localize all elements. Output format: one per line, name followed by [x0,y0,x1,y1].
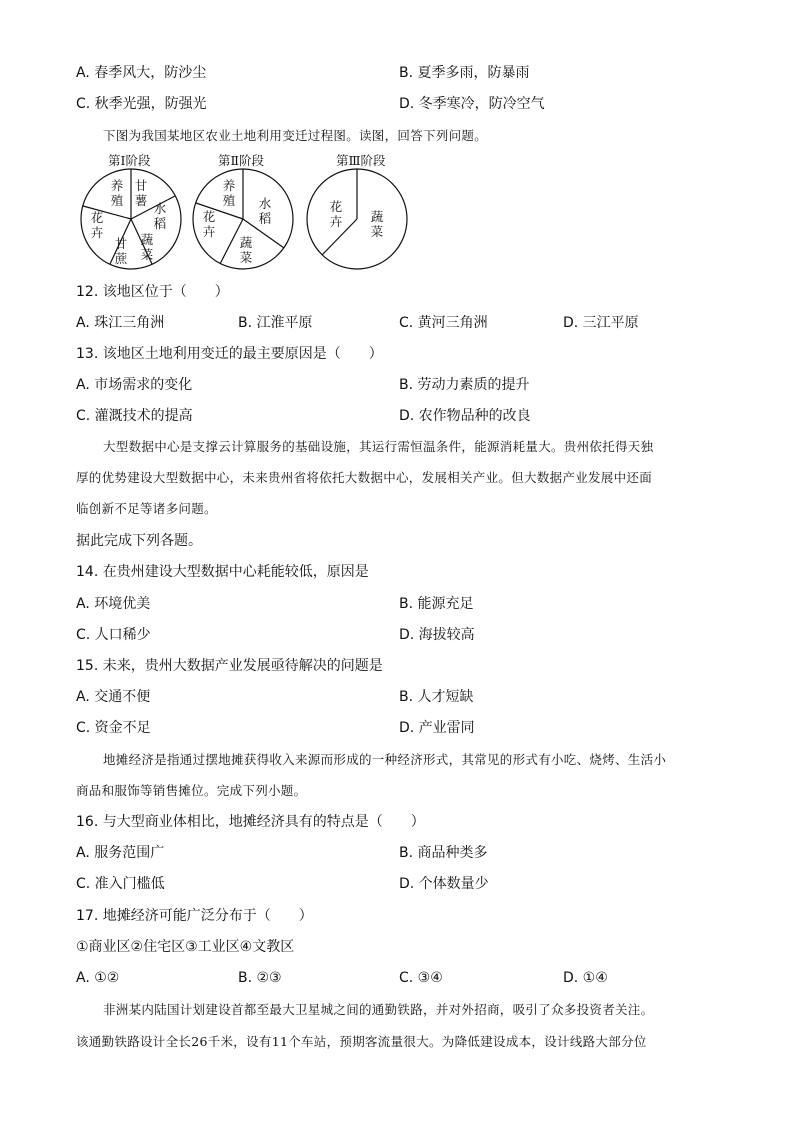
q14-option-d: D. 海拔较高 [399,627,475,643]
q15-option-a: A. 交通不便 [76,689,151,705]
s1-ganzhe-2: 蔗 [114,251,128,266]
passage-data-line-3: 临创新不足等诸多问题。 [76,501,217,516]
q15-option-b: B. 人才短缺 [399,689,474,705]
q11-option-b: B. 夏季多雨，防暴雨 [399,65,530,81]
instruction: 据此完成下列各题。 [76,533,202,549]
s1-ganshu-1: 甘 [134,178,148,193]
q15-option-d: D. 产业雷同 [399,720,475,736]
s1-yangzhi-2: 殖 [110,193,124,208]
q16-stem: 16. 与大型商业体相比，地摊经济具有的特点是（ ） [76,814,425,830]
passage-rail-line-1: 非洲某内陆国计划建设首都至最大卫星城之间的通勤铁路，并对外招商，吸引了众多投资者关注。 [103,1002,654,1017]
q12-option-c: C. 黄河三角洲 [399,315,488,331]
s1-shucai-1: 蔬 [140,232,154,247]
q13-option-d: D. 农作物品种的改良 [399,408,531,424]
q17-stem: 17. 地摊经济可能广泛分布于（ ） [76,908,313,924]
passage-land-use: 下图为我国某地区农业土地利用变迁过程图。读图，回答下列问题。 [103,128,488,143]
q14-option-c: C. 人口稀少 [76,627,151,643]
s2-yangzhi-2: 殖 [222,193,236,208]
s1-shuidao-2: 稻 [153,216,167,231]
q12-option-d: D. 三江平原 [563,315,639,331]
q11-option-d: D. 冬季寒冷，防冷空气 [399,96,545,112]
q16-option-b: B. 商品种类多 [399,845,488,861]
q16-option-a: A. 服务范围广 [76,845,165,861]
passage-stall-line-2: 商品和服饰等销售摊位。完成下列小题。 [76,783,307,798]
stage-3-title: 第Ⅲ阶段 [336,153,386,168]
s3-huahui-1: 花 [329,199,343,214]
s3-huahui-2: 卉 [329,214,343,229]
q16-option-c: C. 准入门槛低 [76,876,165,892]
s2-huahui-1: 花 [202,209,216,224]
q13-option-b: B. 劳动力素质的提升 [399,377,530,393]
q11-option-c: C. 秋季光强，防强光 [76,96,207,112]
q17-items: ①商业区②住宅区③工业区④文教区 [76,939,295,955]
passage-stall-line-1: 地摊经济是指通过摆地摊获得收入来源而形成的一种经济形式，其常见的形式有小吃、烧烤、生活小 [103,752,667,767]
s1-shucai-2: 菜 [140,247,154,262]
q12-option-b: B. 江淮平原 [238,315,313,331]
q15-option-c: C. 资金不足 [76,720,151,736]
q17-option-d: D. ①④ [563,970,608,986]
stage-2-title: 第Ⅱ阶段 [218,153,264,168]
s2-huahui-2: 卉 [202,224,216,239]
q12-option-a: A. 珠江三角洲 [76,315,165,331]
s2-shucai-1: 蔬 [239,235,253,250]
s1-huahui-1: 花 [90,210,104,225]
q17-option-a: A. ①② [76,970,120,986]
q17-option-c: C. ③④ [399,970,443,986]
stage-1-title: 第Ⅰ阶段 [108,153,151,168]
s1-yangzhi-1: 养 [110,178,124,193]
q11-option-a: A. 春季风大，防沙尘 [76,65,207,81]
s3-shucai-2: 菜 [370,224,384,239]
q17-option-b: B. ②③ [238,970,282,986]
q12-stem: 12. 该地区位于（ ） [76,284,229,300]
q14-option-b: B. 能源充足 [399,596,474,612]
s2-shucai-2: 菜 [239,250,253,265]
s1-ganzhe-1: 甘 [114,236,128,251]
s2-yangzhi-1: 养 [222,178,236,193]
passage-data-line-1: 大型数据中心是支撑云计算服务的基础设施，其运行需恒温条件，能源消耗量大。贵州依托得天独 [103,439,654,454]
q13-option-a: A. 市场需求的变化 [76,377,193,393]
s2-shuidao-1: 水 [258,196,272,211]
q16-option-d: D. 个体数量少 [399,876,489,892]
q14-stem: 14. 在贵州建设大型数据中心耗能较低，原因是 [76,564,369,580]
passage-data-line-2: 厚的优势建设大型数据中心，未来贵州省将依托大数据中心，发展相关产业。但大数据产业发展中还面 [76,470,653,485]
s1-ganshu-2: 薯 [134,193,148,208]
land-use-diagram [0,0,794,300]
passage-rail-line-2: 该通勤铁路设计全长26千米，设有11个车站，预期客流量很大。为降低建设成本，设计线路大部分位 [76,1034,647,1049]
q13-stem: 13. 该地区土地利用变迁的最主要原因是（ ） [76,346,383,362]
s1-shuidao-1: 水 [153,201,167,216]
s2-shuidao-2: 稻 [258,211,272,226]
s3-shucai-1: 蔬 [370,209,384,224]
q15-stem: 15. 未来，贵州大数据产业发展亟待解决的问题是 [76,658,383,674]
stage-3-pie [307,169,407,269]
q13-option-c: C. 灌溉技术的提高 [76,408,193,424]
s1-huahui-2: 卉 [90,225,104,240]
q14-option-a: A. 环境优美 [76,596,151,612]
